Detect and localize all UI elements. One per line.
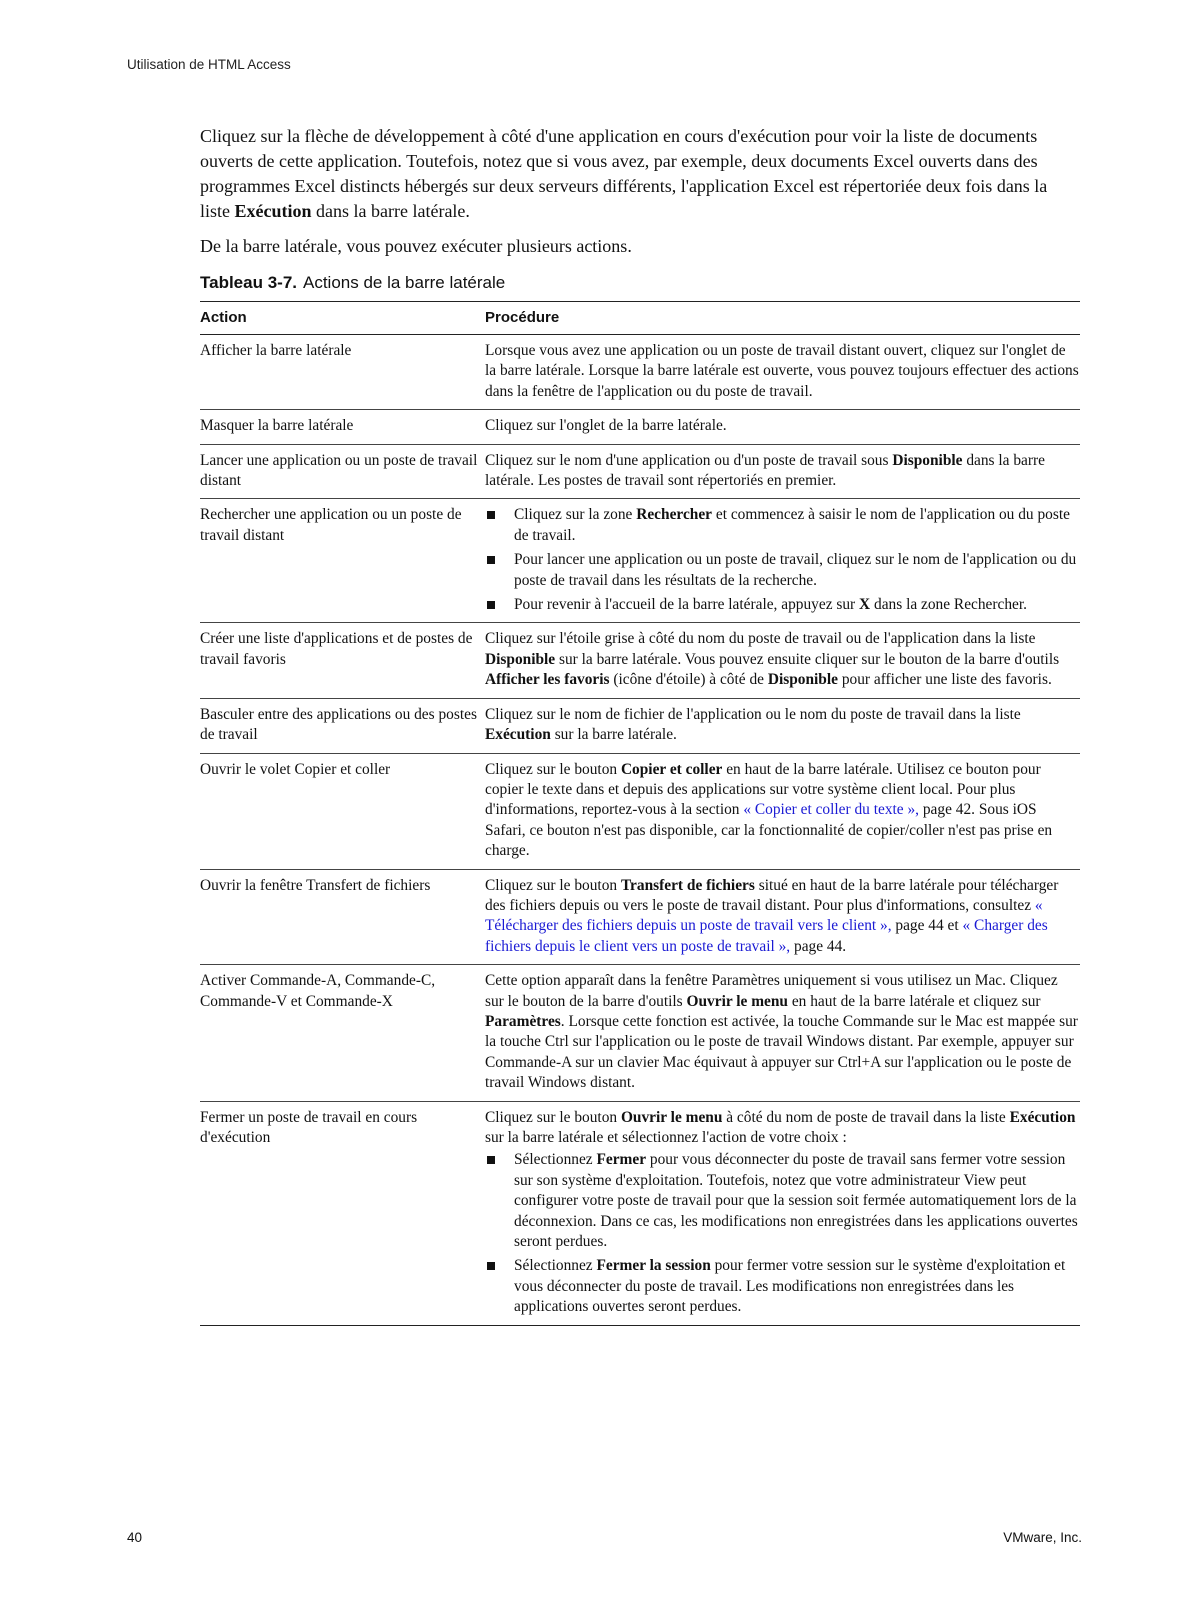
text-run: Sélectionnez [514,1151,597,1169]
text-run: sur la barre latérale. [550,726,677,744]
table-body [200,335,1080,1326]
table-row [200,335,1080,410]
bold-term: Fermer [596,1151,647,1169]
table-caption-number: Tableau 3-7. [200,273,297,292]
cross-reference-link[interactable]: « Charger des fichiers depuis le client vers un poste de travail », [485,917,1048,955]
procedure-text [485,341,1080,402]
procedure-text [485,760,1080,862]
text-run: pour vous déconnecter du poste de travail sans fermer votre session sur son système d'exploitation. Toutefois, notez que votre administrateur View peut configurer votre poste de travail pour que la session soit fermée automatiquement lors de la déconnexion. Dans ce cas, les modifications non enregistrées dans les applications ouvertes seront perdues. [514,1151,1078,1251]
text-run: Pour revenir à l'accueil de la barre latérale, appuyez sur [514,596,860,614]
text-run: page 44. [790,937,847,955]
procedure-cell [485,753,1080,869]
text-run: Cliquez sur l'onglet de la barre latérale. [485,417,727,435]
procedure-cell [485,869,1080,965]
list-item [485,505,1080,546]
list-item [485,1256,1080,1317]
procedure-cell [485,623,1080,698]
table-row [200,410,1080,444]
procedure-cell [485,965,1080,1101]
bold-term: Afficher les favoris [485,671,610,689]
procedure-text [485,416,1080,436]
procedure-cell [485,499,1080,623]
procedure-cell [485,698,1080,753]
text-run: page 44 et [891,917,963,935]
intro-paragraph [200,124,1080,224]
table-caption-text: Actions de la barre latérale [303,273,506,292]
procedure-text [485,971,1080,1093]
text-run: à côté du nom de poste de travail dans la liste [722,1108,1010,1126]
procedure-cell [485,1101,1080,1325]
intro-text-end: dans la barre latérale. [311,201,470,221]
text-run: dans la zone Rechercher. [870,596,1027,614]
list-item [485,595,1080,615]
action-cell: Ouvrir le volet Copier et coller [200,753,485,869]
text-run: Cliquez sur l'étoile grise à côté du nom du poste de travail ou de l'application dans la liste [485,630,1036,648]
bold-term: Paramètres [485,1012,561,1030]
procedure-bullet-list [485,505,1080,615]
cross-reference-link[interactable]: « Télécharger des fichiers depuis un poste de travail vers le client », [485,896,1043,935]
bold-term: Ouvrir le menu [686,992,788,1010]
footer-company: VMware, Inc. [1003,1530,1082,1545]
text-run: pour afficher une liste des favoris. [837,671,1052,689]
text-run: Lorsque vous avez une application ou un poste de travail distant ouvert, cliquez sur l'onglet de la barre latérale. Lorsque la barre latérale est ouverte, vous pouvez toujours effectuer des actions dans la fenêtre de l'application ou du poste de travail. [485,342,1079,400]
text-run: page 42. Sous iOS Safari, ce bouton n'est pas disponible, car la fonctionnalité de copier/coller n'est pas prise en charge. [485,801,1053,860]
bold-term: Fermer la session [596,1257,711,1275]
table-row [200,869,1080,965]
table-caption [200,273,1080,293]
bold-term: Disponible [767,671,838,689]
action-cell: Basculer entre des applications ou des postes de travail [200,698,485,753]
text-run: en haut de la barre latérale. Utilisez ce bouton pour copier le texte dans et depuis des applications sur votre système client local. Pour plus d'informations, reportez-vous à la section [485,760,1041,819]
text-run: (icône d'étoile) à côté de [609,671,768,689]
text-run: en haut de la barre latérale et cliquez sur [788,992,1041,1010]
page-number: 40 [127,1530,143,1545]
text-run: sur la barre latérale et sélectionnez l'action de votre choix : [485,1129,847,1146]
action-cell: Rechercher une application ou un poste de travail distant [200,499,485,623]
procedure-cell [485,335,1080,410]
procedure-text [485,629,1080,690]
bold-term: Disponible [892,451,963,469]
table-row [200,753,1080,869]
table-header-row [200,302,1080,335]
bold-term: X [859,596,871,614]
bold-term: Exécution [1009,1108,1076,1126]
bold-term: Disponible [485,650,556,668]
text-run: Cliquez sur le bouton [485,760,621,778]
column-header-procedure: Procédure [485,302,1080,335]
text-run: Cliquez sur le nom d'une application ou d'un poste de travail sous [485,451,893,469]
action-cell: Fermer un poste de travail en cours d'exécution [200,1108,418,1146]
action-cell: Lancer une application ou un poste de travail distant [200,444,485,499]
procedure-text [485,705,1080,746]
procedure-cell [485,444,1080,499]
table-row [200,698,1080,753]
intro-paragraph-2: De la barre latérale, vous pouvez exécuter plusieurs actions. [200,236,632,256]
text-run: Cliquez sur le nom de fichier de l'application ou le nom du poste de travail dans la liste [485,705,1021,723]
bold-term: Transfert de fichiers [620,876,755,894]
action-cell: Afficher la barre latérale [200,335,485,410]
list-item [485,1150,1080,1252]
text-run: Sélectionnez [514,1257,597,1275]
list-item [485,550,1080,591]
text-run: dans la barre latérale. Les postes de travail sont répertoriés en premier. [485,451,1045,490]
column-header-action: Action [200,302,485,335]
text-run: et commencez à saisir le nom de l'application ou du poste de travail. [514,506,1070,544]
table-row [200,1101,1080,1325]
procedure-text [485,876,1080,958]
action-cell: Masquer la barre latérale [200,410,485,444]
table-row [200,623,1080,698]
table-row [200,499,1080,623]
text-run: Cliquez sur le bouton [485,876,621,894]
bold-term: Ouvrir le menu [620,1108,723,1126]
intro-text: Cliquez sur la flèche de développement à côté d'une application en cours d'exécution pour voir la liste de documents ouverts de cette application. Toutefois, notez que si vous avez, par exemple, deux documents Excel ouverts dans des programmes Excel distincts hébergés sur deux serveurs différents, l'application Excel est répertoriée deux fois dans la liste [200,126,1048,221]
text-run: Cette option apparaît dans la fenêtre Paramètres uniquement si vous utilisez un Mac. Cliquez sur le bouton de la barre d'outils [485,972,1058,1010]
text-run: Pour lancer une application ou un poste de travail, cliquez sur le nom de l'application ou du poste de travail dans les résultats de la recherche. [514,551,1077,589]
action-cell: Ouvrir la fenêtre Transfert de fichiers [200,869,485,965]
text-run: . Lorsque cette fonction est activée, la touche Commande sur le Mac est mappée sur la touche Ctrl sur l'application ou le poste de travail Windows distant. Par exemple, appuyer sur Commande-A sur un clavier Mac équivaut à appuyer sur Ctrl+A sur l'application ou le poste de travail Windows distant. [485,1012,1078,1092]
text-run: situé en haut de la barre latérale pour télécharger des fichiers depuis ou vers le poste de travail distant. Pour plus d'informations, consultez [485,876,1059,914]
text-run: Cliquez sur la zone [514,506,637,524]
table-row [200,965,1080,1101]
table-row [200,444,1080,499]
action-cell: Créer une liste d'applications et de postes de travail favoris [200,623,485,698]
text-run: Cliquez sur le bouton [485,1108,621,1126]
intro-bold-execution: Exécution [234,201,312,221]
bold-term: Exécution [485,726,551,744]
cross-reference-link[interactable]: « Copier et coller du texte », [743,801,920,819]
bold-term: Rechercher [636,506,713,524]
procedure-text [485,451,1080,492]
running-header: Utilisation de HTML Access [127,57,291,72]
procedure-bullet-list [485,1150,1080,1317]
bold-term: Copier et coller [620,760,723,778]
text-run: sur la barre latérale. Vous pouvez ensuite cliquer sur le bouton de la barre d'outils [555,650,1060,668]
text-run: pour fermer votre session sur le système d'exploitation et vous déconnecter du poste de travail. Les modifications non enregistrées dans les applications ouvertes seront perdues. [514,1257,1066,1316]
actions-table [200,301,1080,1326]
procedure-text [485,1108,1080,1149]
action-cell: Activer Commande-A, Commande-C, Commande-V et Commande-X [200,965,485,1101]
page-content [200,124,1080,1326]
procedure-cell [485,410,1080,444]
